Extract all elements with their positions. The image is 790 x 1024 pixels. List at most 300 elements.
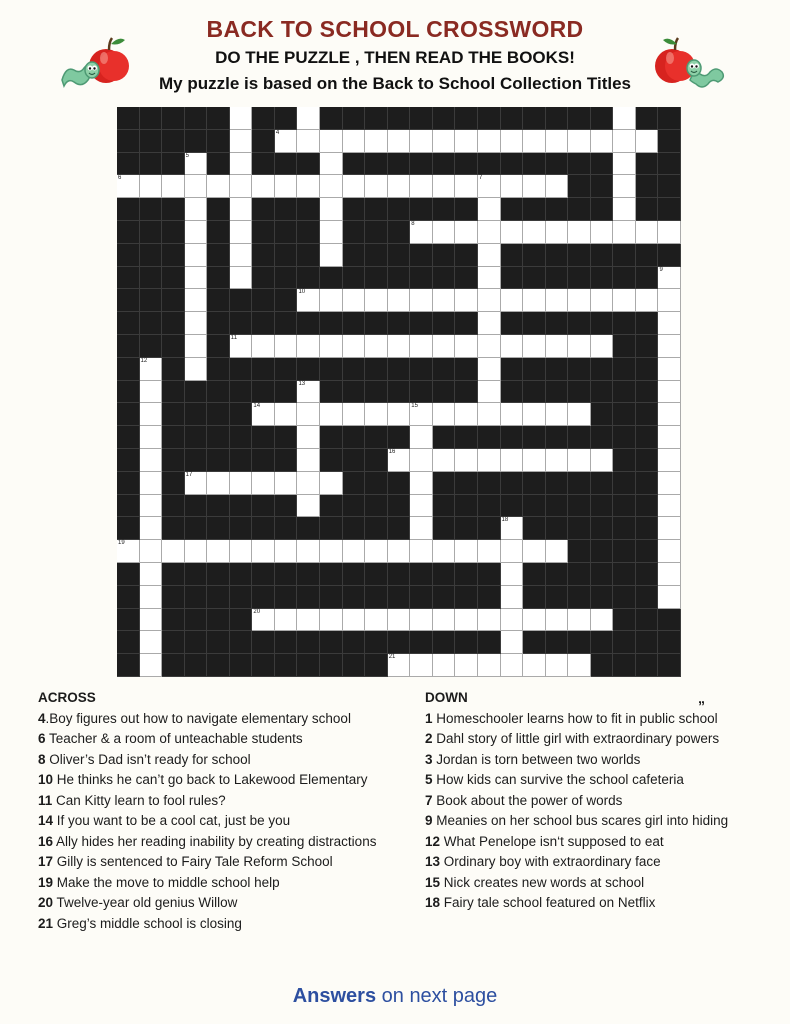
crossword-cell[interactable] [410, 654, 433, 677]
crossword-block [410, 631, 433, 654]
crossword-cell[interactable] [658, 221, 681, 244]
crossword-block [591, 175, 614, 198]
crossword-cell[interactable] [207, 175, 230, 198]
crossword-cell[interactable] [546, 175, 569, 198]
crossword-cell[interactable] [478, 654, 501, 677]
crossword-cell[interactable] [523, 449, 546, 472]
crossword-cell[interactable] [343, 540, 366, 563]
clue-number: 19 [118, 540, 125, 547]
crossword-cell[interactable] [297, 403, 320, 426]
crossword-cell[interactable] [252, 403, 275, 426]
crossword-cell[interactable] [591, 609, 614, 632]
crossword-cell[interactable] [388, 289, 411, 312]
crossword-cell[interactable] [185, 540, 208, 563]
crossword-cell[interactable] [501, 403, 524, 426]
crossword-block [185, 563, 208, 586]
clue-number: 20 [253, 608, 261, 615]
crossword-cell[interactable] [365, 403, 388, 426]
crossword-cell[interactable] [501, 130, 524, 153]
crossword-block [658, 175, 681, 198]
crossword-cell[interactable] [478, 540, 501, 563]
crossword-cell[interactable] [636, 289, 659, 312]
crossword-cell[interactable] [546, 335, 569, 358]
crossword-cell[interactable] [320, 221, 343, 244]
crossword-cell[interactable] [478, 130, 501, 153]
crossword-cell[interactable] [410, 426, 433, 449]
crossword-cell[interactable] [546, 289, 569, 312]
crossword-cell[interactable] [501, 540, 524, 563]
crossword-cell[interactable] [410, 517, 433, 540]
crossword-cell[interactable] [501, 175, 524, 198]
crossword-cell[interactable] [546, 130, 569, 153]
crossword-cell[interactable] [478, 198, 501, 221]
crossword-cell[interactable] [658, 289, 681, 312]
crossword-cell[interactable] [568, 609, 591, 632]
crossword-cell[interactable] [297, 107, 320, 130]
crossword-block [478, 586, 501, 609]
crossword-block [162, 609, 185, 632]
crossword-cell[interactable] [410, 403, 433, 426]
crossword-cell[interactable] [523, 403, 546, 426]
crossword-cell[interactable] [455, 654, 478, 677]
crossword-cell[interactable] [433, 540, 456, 563]
crossword-block [636, 654, 659, 677]
crossword-cell[interactable] [455, 175, 478, 198]
crossword-cell[interactable] [613, 221, 636, 244]
crossword-block [455, 495, 478, 518]
crossword-cell[interactable] [433, 403, 456, 426]
crossword-block [275, 267, 298, 290]
crossword-block [297, 631, 320, 654]
crossword-cell[interactable] [230, 198, 253, 221]
crossword-cell[interactable] [320, 153, 343, 176]
crossword-cell[interactable] [613, 289, 636, 312]
crossword-cell[interactable] [433, 335, 456, 358]
crossword-cell[interactable] [365, 130, 388, 153]
crossword-cell[interactable] [591, 289, 614, 312]
crossword-cell[interactable] [568, 335, 591, 358]
crossword-block [523, 198, 546, 221]
crossword-cell[interactable] [478, 403, 501, 426]
crossword-cell[interactable] [297, 449, 320, 472]
crossword-cell[interactable] [297, 335, 320, 358]
crossword-block [162, 267, 185, 290]
crossword-cell[interactable] [365, 609, 388, 632]
crossword-cell[interactable] [613, 107, 636, 130]
crossword-cell[interactable] [478, 267, 501, 290]
crossword-cell[interactable] [410, 130, 433, 153]
crossword-block [501, 153, 524, 176]
crossword-block [275, 517, 298, 540]
crossword-cell[interactable] [185, 153, 208, 176]
crossword-cell[interactable] [478, 312, 501, 335]
crossword-cell[interactable] [388, 654, 411, 677]
crossword-block [636, 153, 659, 176]
crossword-cell[interactable] [546, 221, 569, 244]
crossword-cell[interactable] [275, 609, 298, 632]
crossword-block [140, 244, 163, 267]
crossword-cell[interactable] [388, 403, 411, 426]
crossword-cell[interactable] [230, 335, 253, 358]
crossword-cell[interactable] [185, 472, 208, 495]
clue-number: 8 [411, 221, 415, 227]
crossword-cell[interactable] [297, 175, 320, 198]
crossword-cell[interactable] [275, 175, 298, 198]
crossword-cell[interactable] [546, 449, 569, 472]
crossword-cell[interactable] [546, 403, 569, 426]
crossword-cell[interactable] [230, 107, 253, 130]
crossword-block [207, 267, 230, 290]
crossword-cell[interactable] [591, 130, 614, 153]
crossword-cell[interactable] [568, 289, 591, 312]
crossword-cell[interactable] [365, 175, 388, 198]
crossword-cell[interactable] [658, 517, 681, 540]
crossword-cell[interactable] [501, 654, 524, 677]
crossword-cell[interactable] [410, 175, 433, 198]
crossword-block [388, 631, 411, 654]
crossword-cell[interactable] [568, 221, 591, 244]
crossword-cell[interactable] [320, 175, 343, 198]
crossword-cell[interactable] [658, 381, 681, 404]
crossword-cell[interactable] [230, 472, 253, 495]
crossword-cell[interactable] [501, 335, 524, 358]
crossword-block [365, 586, 388, 609]
crossword-block [455, 312, 478, 335]
crossword-cell[interactable] [613, 153, 636, 176]
crossword-cell[interactable] [140, 403, 163, 426]
crossword-cell[interactable] [365, 540, 388, 563]
crossword-cell[interactable] [275, 335, 298, 358]
crossword-cell[interactable] [501, 563, 524, 586]
crossword-cell[interactable] [140, 540, 163, 563]
crossword-block [207, 631, 230, 654]
crossword-cell[interactable] [410, 335, 433, 358]
crossword-cell[interactable] [140, 472, 163, 495]
crossword-cell[interactable] [140, 381, 163, 404]
crossword-block [252, 221, 275, 244]
crossword-cell[interactable] [658, 335, 681, 358]
crossword-cell[interactable] [455, 221, 478, 244]
crossword-cell[interactable] [410, 495, 433, 518]
crossword-cell[interactable] [275, 403, 298, 426]
crossword-block [388, 267, 411, 290]
crossword-block [410, 312, 433, 335]
crossword-cell[interactable] [185, 175, 208, 198]
crossword-cell[interactable] [388, 609, 411, 632]
crossword-block [388, 107, 411, 130]
crossword-cell[interactable] [297, 472, 320, 495]
crossword-cell[interactable] [613, 198, 636, 221]
crossword-block [591, 540, 614, 563]
crossword-cell[interactable] [162, 540, 185, 563]
crossword-cell[interactable] [523, 654, 546, 677]
crossword-cell[interactable] [140, 517, 163, 540]
crossword-cell[interactable] [297, 426, 320, 449]
crossword-cell[interactable] [658, 267, 681, 290]
crossword-cell[interactable] [546, 540, 569, 563]
crossword-cell[interactable] [320, 472, 343, 495]
crossword-cell[interactable] [658, 586, 681, 609]
crossword-cell[interactable] [523, 130, 546, 153]
crossword-cell[interactable] [185, 289, 208, 312]
crossword-cell[interactable] [523, 609, 546, 632]
crossword-cell[interactable] [388, 449, 411, 472]
crossword-cell[interactable] [117, 175, 140, 198]
crossword-cell[interactable] [185, 312, 208, 335]
crossword-cell[interactable] [433, 449, 456, 472]
crossword-cell[interactable] [275, 130, 298, 153]
crossword-cell[interactable] [658, 403, 681, 426]
crossword-cell[interactable] [523, 540, 546, 563]
crossword-cell[interactable] [410, 540, 433, 563]
crossword-cell[interactable] [252, 175, 275, 198]
crossword-cell[interactable] [410, 221, 433, 244]
crossword-block [343, 426, 366, 449]
crossword-cell[interactable] [501, 609, 524, 632]
crossword-block [343, 563, 366, 586]
crossword-block [185, 495, 208, 518]
crossword-cell[interactable] [185, 198, 208, 221]
crossword-cell[interactable] [658, 426, 681, 449]
clue-text: He thinks he can’t go back to Lakewood Elementary [53, 772, 368, 787]
crossword-cell[interactable] [478, 244, 501, 267]
crossword-cell[interactable] [658, 540, 681, 563]
crossword-block [185, 381, 208, 404]
crossword-cell[interactable] [297, 609, 320, 632]
crossword-cell[interactable] [343, 403, 366, 426]
crossword-block [320, 426, 343, 449]
crossword-cell[interactable] [658, 312, 681, 335]
crossword-block [591, 472, 614, 495]
crossword-cell[interactable] [410, 289, 433, 312]
crossword-cell[interactable] [320, 609, 343, 632]
crossword-cell[interactable] [591, 221, 614, 244]
crossword-cell[interactable] [433, 175, 456, 198]
crossword-block [207, 403, 230, 426]
crossword-block [117, 654, 140, 677]
crossword-cell[interactable] [140, 175, 163, 198]
crossword-cell[interactable] [140, 358, 163, 381]
crossword-cell[interactable] [546, 654, 569, 677]
crossword-cell[interactable] [455, 609, 478, 632]
crossword-cell[interactable] [275, 540, 298, 563]
crossword-cell[interactable] [658, 472, 681, 495]
crossword-cell[interactable] [230, 540, 253, 563]
clue-number: 6 [118, 175, 122, 182]
clue-number: 12 [425, 833, 441, 849]
crossword-cell[interactable] [501, 221, 524, 244]
crossword-cell[interactable] [230, 244, 253, 267]
crossword-cell[interactable] [365, 335, 388, 358]
crossword-cell[interactable] [252, 609, 275, 632]
crossword-cell[interactable] [501, 289, 524, 312]
crossword-block [275, 654, 298, 677]
crossword-block [275, 312, 298, 335]
crossword-block [591, 312, 614, 335]
crossword-cell[interactable] [523, 175, 546, 198]
crossword-cell[interactable] [320, 403, 343, 426]
crossword-cell[interactable] [230, 153, 253, 176]
crossword-cell[interactable] [478, 358, 501, 381]
crossword-cell[interactable] [320, 130, 343, 153]
crossword-block [568, 563, 591, 586]
crossword-cell[interactable] [252, 335, 275, 358]
crossword-cell[interactable] [501, 449, 524, 472]
crossword-block [320, 495, 343, 518]
crossword-cell[interactable] [297, 130, 320, 153]
crossword-cell[interactable] [410, 609, 433, 632]
crossword-cell[interactable] [546, 609, 569, 632]
crossword-cell[interactable] [140, 586, 163, 609]
crossword-cell[interactable] [162, 175, 185, 198]
crossword-block [478, 472, 501, 495]
crossword-block [207, 335, 230, 358]
crossword-cell[interactable] [455, 540, 478, 563]
crossword-block [117, 586, 140, 609]
clue-number: 21 [388, 654, 396, 661]
crossword-cell[interactable] [297, 495, 320, 518]
crossword-cell[interactable] [343, 289, 366, 312]
crossword-cell[interactable] [658, 563, 681, 586]
crossword-block [636, 472, 659, 495]
crossword-cell[interactable] [343, 175, 366, 198]
crossword-block [613, 631, 636, 654]
crossword-block [365, 221, 388, 244]
crossword-cell[interactable] [140, 495, 163, 518]
clue-number: 10 [298, 289, 306, 296]
crossword-cell[interactable] [388, 175, 411, 198]
crossword-cell[interactable] [658, 495, 681, 518]
clue-number: 4 [38, 710, 46, 726]
crossword-cell[interactable] [388, 540, 411, 563]
crossword-cell[interactable] [207, 540, 230, 563]
crossword-cell[interactable] [343, 609, 366, 632]
crossword-cell[interactable] [230, 130, 253, 153]
crossword-cell[interactable] [252, 540, 275, 563]
crossword-cell[interactable] [140, 609, 163, 632]
crossword-cell[interactable] [636, 130, 659, 153]
crossword-cell[interactable] [433, 654, 456, 677]
crossword-cell[interactable] [343, 335, 366, 358]
crossword-cell[interactable] [501, 586, 524, 609]
crossword-cell[interactable] [320, 540, 343, 563]
crossword-cell[interactable] [658, 358, 681, 381]
crossword-cell[interactable] [388, 130, 411, 153]
crossword-cell[interactable] [343, 130, 366, 153]
crossword-cell[interactable] [455, 335, 478, 358]
crossword-cell[interactable] [433, 221, 456, 244]
crossword-cell[interactable] [410, 449, 433, 472]
crossword-cell[interactable] [320, 244, 343, 267]
crossword-block [275, 586, 298, 609]
crossword-cell[interactable] [388, 335, 411, 358]
crossword-cell[interactable] [568, 449, 591, 472]
crossword-block [636, 495, 659, 518]
crossword-cell[interactable] [230, 221, 253, 244]
crossword-cell[interactable] [455, 403, 478, 426]
crossword-cell[interactable] [455, 289, 478, 312]
crossword-block [546, 153, 569, 176]
crossword-cell[interactable] [523, 289, 546, 312]
crossword-cell[interactable] [365, 289, 388, 312]
crossword-cell[interactable] [117, 540, 140, 563]
crossword-cell[interactable] [591, 449, 614, 472]
crossword-cell[interactable] [568, 130, 591, 153]
crossword-cell[interactable] [185, 335, 208, 358]
crossword-cell[interactable] [207, 472, 230, 495]
crossword-cell[interactable] [433, 289, 456, 312]
crossword-cell[interactable] [320, 335, 343, 358]
crossword-cell[interactable] [568, 403, 591, 426]
crossword-cell[interactable] [478, 175, 501, 198]
crossword-cell[interactable] [410, 472, 433, 495]
crossword-block [433, 631, 456, 654]
crossword-cell[interactable] [478, 449, 501, 472]
crossword-cell[interactable] [320, 289, 343, 312]
crossword-block [501, 472, 524, 495]
crossword-cell[interactable] [613, 175, 636, 198]
crossword-cell[interactable] [297, 289, 320, 312]
crossword-cell[interactable] [478, 335, 501, 358]
crossword-cell[interactable] [568, 654, 591, 677]
crossword-cell[interactable] [320, 198, 343, 221]
crossword-cell[interactable] [455, 449, 478, 472]
crossword-block [546, 312, 569, 335]
crossword-block [636, 335, 659, 358]
crossword-cell[interactable] [478, 381, 501, 404]
crossword-cell[interactable] [252, 472, 275, 495]
crossword-cell[interactable] [658, 449, 681, 472]
crossword-cell[interactable] [523, 221, 546, 244]
crossword-cell[interactable] [478, 221, 501, 244]
crossword-block [636, 563, 659, 586]
crossword-cell[interactable] [501, 631, 524, 654]
crossword-block [636, 381, 659, 404]
crossword-cell[interactable] [140, 449, 163, 472]
crossword-cell[interactable] [591, 335, 614, 358]
crossword-block [207, 244, 230, 267]
crossword-block [365, 517, 388, 540]
crossword-cell[interactable] [140, 426, 163, 449]
crossword-cell[interactable] [185, 221, 208, 244]
crossword-cell[interactable] [636, 221, 659, 244]
crossword-cell[interactable] [613, 130, 636, 153]
crossword-cell[interactable] [185, 267, 208, 290]
crossword-cell[interactable] [455, 130, 478, 153]
crossword-cell[interactable] [478, 289, 501, 312]
crossword-block [275, 563, 298, 586]
crossword-cell[interactable] [433, 130, 456, 153]
crossword-cell[interactable] [478, 609, 501, 632]
crossword-cell[interactable] [230, 175, 253, 198]
crossword-cell[interactable] [185, 358, 208, 381]
crossword-cell[interactable] [297, 381, 320, 404]
crossword-block [568, 517, 591, 540]
crossword-cell[interactable] [230, 267, 253, 290]
crossword-block [207, 107, 230, 130]
crossword-cell[interactable] [501, 517, 524, 540]
crossword-cell[interactable] [433, 609, 456, 632]
crossword-cell[interactable] [523, 335, 546, 358]
crossword-cell[interactable] [185, 244, 208, 267]
crossword-block [185, 130, 208, 153]
crossword-cell[interactable] [297, 540, 320, 563]
crossword-cell[interactable] [140, 654, 163, 677]
crossword-cell[interactable] [140, 563, 163, 586]
crossword-block [591, 563, 614, 586]
crossword-cell[interactable] [275, 472, 298, 495]
crossword-cell[interactable] [140, 631, 163, 654]
